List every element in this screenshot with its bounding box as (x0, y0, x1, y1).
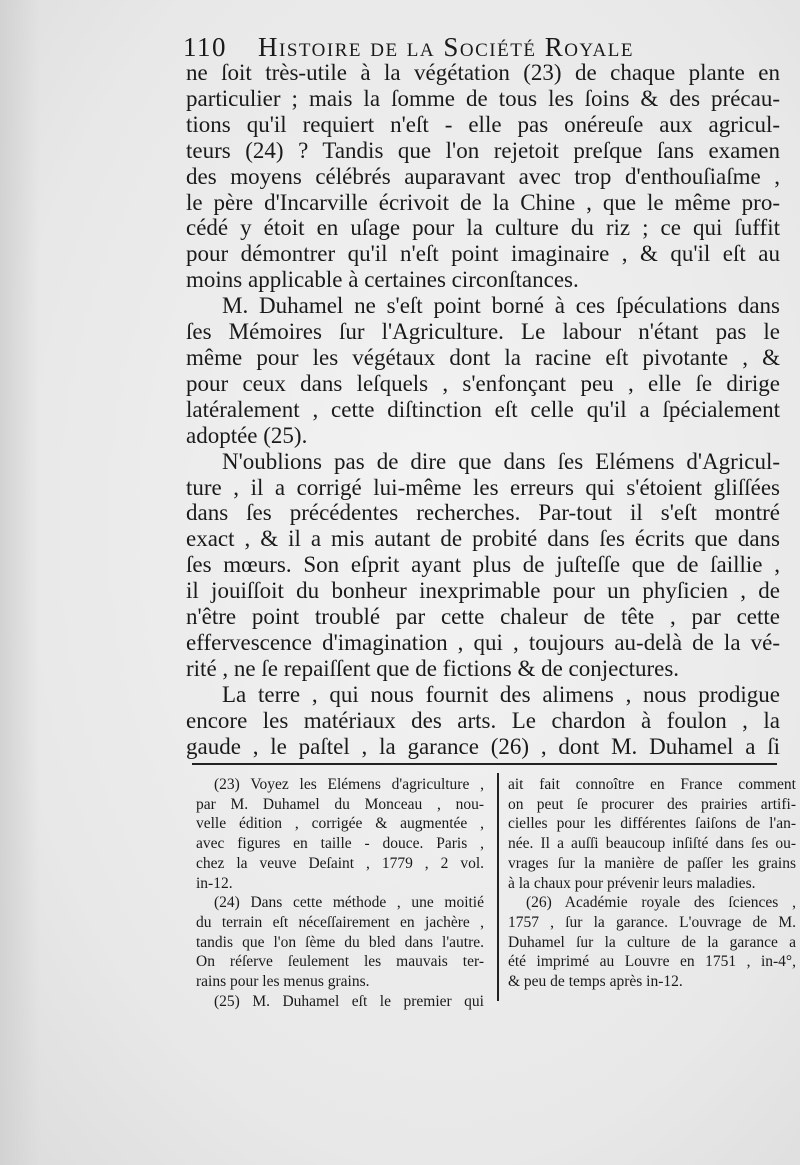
footnote-line: (24) Dans cette méthode , une moitié (214, 894, 484, 912)
column-divider (497, 773, 499, 1001)
text-line: le père d'Incarville écrivoit de la Chine , que le même pro- (186, 189, 780, 215)
text-line: même pour les végétaux dont la racine eſt pivotante , & (186, 344, 780, 370)
spine-shadow (0, 0, 40, 1165)
text-line: moins applicable à certaines circonſtances. (186, 267, 579, 293)
footnote-line: (26) Académie royale des ſciences , (526, 894, 796, 912)
footnote-line: avec figures en taille - douce. Paris , (196, 835, 484, 853)
text-line: teurs (24) ? Tandis que l'on rejetoit preſque ſans examen (186, 137, 780, 163)
text-line: gaude , le paſtel , la garance (26) , dont M. Duhamel a ſi (186, 733, 780, 759)
text-line: ſes Mémoires ſur l'Agriculture. Le labour n'étant pas le (186, 319, 780, 345)
paragraph-2 (186, 293, 780, 448)
footnote-line: à la chaux pour prévenir leurs maladies. (508, 874, 756, 892)
text-line: ſes mœurs. Son eſprit ayant plus de juſteſſe que de ſaillie , (186, 552, 780, 578)
footnote-line: vrages ſur la manière de paſſer les grains (508, 854, 796, 872)
footnote-line: (25) M. Duhamel eſt le premier qui (214, 992, 484, 1010)
paragraph-3 (186, 449, 780, 682)
footnote-line: par M. Duhamel du Monceau , nou- (196, 795, 484, 813)
text-line: M. Duhamel ne s'eſt point borné à ces ſpéculations dans (222, 293, 780, 319)
footnote-line: rains pour les menus grains. (196, 973, 370, 991)
text-line: encore les matériaux des arts. Le chardon à foulon , la (186, 707, 780, 733)
text-line: pour ceux dans leſquels , s'enfonçant peu , elle ſe dirige (186, 370, 780, 396)
text-line: latéralement , cette diſtinction eſt celle qu'il a ſpécialement (186, 396, 780, 422)
text-line: n'être point troublé par cette chaleur de tête , par cette (186, 604, 780, 630)
footnote-line: velle édition , corrigée & augmentée , (196, 815, 484, 833)
footnote-line: & peu de temps après in-12. (508, 973, 683, 991)
footnote-line: (23) Voyez les Elémens d'agriculture , (214, 776, 484, 793)
footnote-line: été imprimé au Louvre en 1751 , in-4°, (508, 953, 796, 971)
running-title: Histoire de la Société Royale (258, 32, 634, 62)
paragraph-1 (186, 60, 780, 293)
page-number: 110 (183, 32, 227, 62)
footnote-line: Duhamel ſur la culture de la garance a (508, 933, 796, 951)
main-text (186, 60, 780, 759)
text-line: ne ſoit très-utile à la végétation (23) de chaque plante en (186, 60, 780, 85)
text-line: il jouiſſoit du bonheur inexprimable pour un phyſicien , de (186, 578, 780, 604)
footnote-line: in-12. (196, 874, 233, 892)
text-line: effervescence d'imagination , qui , toujours au-delà de la vé- (186, 629, 780, 655)
text-line: ture , il a corrigé lui-même les erreurs qui s'étoient gliſſées (186, 474, 780, 500)
footnote-separator (192, 763, 777, 765)
text-line: cédé y étoit en uſage pour la culture du riz ; ce qui ſuffit (186, 215, 780, 241)
text-line: exact , & il a mis autant de probité dans ſes écrits que dans (186, 526, 780, 552)
footnote-line: On réſerve ſeulement les mauvais ter- (196, 953, 484, 971)
footnote-line: chez la veuve Deſaint , 1779 , 2 vol. (196, 854, 484, 872)
text-line: La terre , qui nous fournit des alimens , nous prodigue (222, 681, 780, 707)
text-line: particulier ; mais la ſomme de tous les ſoins & des précau- (186, 85, 780, 111)
text-line: adoptée (25). (186, 422, 308, 448)
paragraph-4 (186, 682, 780, 760)
footnote-line: tandis que l'on ſème du bled dans l'autre. (196, 933, 484, 951)
text-line: des moyens célébrés auparavant avec trop d'enthouſiaſme , (186, 163, 780, 189)
footnote-line: née. Il a auſſi beaucoup inſiſté dans ſes ou- (508, 835, 796, 853)
text-line: dans ſes précédentes recherches. Par-tout il s'eſt montré (186, 500, 780, 526)
footnotes-left-column (196, 775, 484, 1011)
footnote-line: on peut ſe procurer des prairies artifi- (508, 795, 796, 813)
footnote-line: cielles pour les différentes ſaiſons de l'an- (508, 815, 796, 833)
footnote-line: 1757 , ſur la garance. L'ouvrage de M. (508, 913, 796, 931)
text-line: tions qu'il requiert n'eſt - elle pas onéreuſe aux agricul- (186, 111, 780, 137)
text-line: N'oublions pas de dire que dans ſes Elémens d'Agricul- (222, 448, 780, 474)
text-line: rité , ne ſe repaiſſent que de fictions & de conjectures. (186, 655, 680, 681)
footnote-line: du terrain eſt néceſſairement en jachère , (196, 913, 484, 931)
footnote-line: ait fait connoître en France comment (508, 776, 796, 793)
text-line: pour démontrer qu'il n'eſt point imaginaire , & qu'il eſt au (186, 241, 780, 267)
footnotes-right-column (508, 775, 796, 992)
page-header (183, 30, 723, 64)
